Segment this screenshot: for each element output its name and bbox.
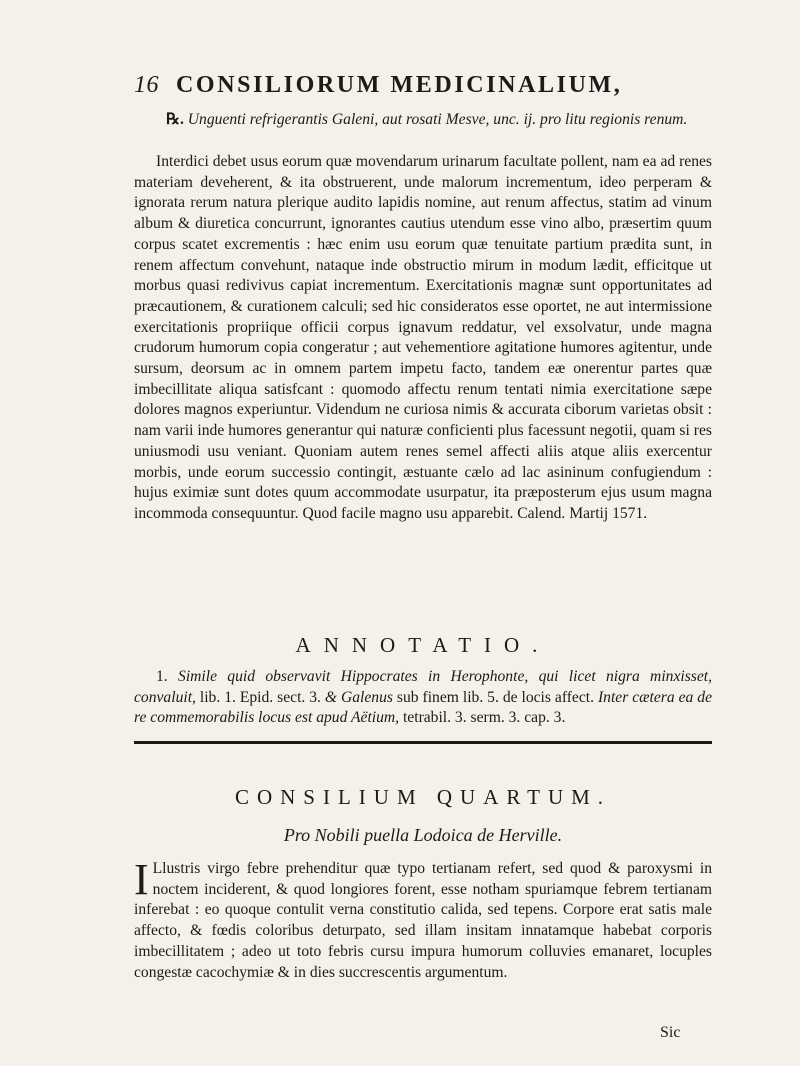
consilium-subtitle: Pro Nobili puella Lodoica de Herville. <box>283 825 563 845</box>
prescription-text: Unguenti refrigerantis Galeni, aut rosati Mesve, unc. ij. pro litu regionis renum. <box>187 111 688 128</box>
consilium-quartum-text: Llustris virgo febre prehenditur quæ typo tertianam refert, sed quod & paroxysmi in noctem inciderent, & quod longiores forent, esse notham spuriamque febrem tertianam inferebat : eo quoque contulit verna constitutio calida, sed tepens. Corpore erat satis male affecto, & fœdis coloribus deturpato, sed illam insitam innatamque habebat corporis imbecillitatem ; adeo ut toto febris cursu impura humorum colluvies emanaret, locuples congestæ cacochymiæ & in dies succrescentis argumentum. <box>134 860 712 981</box>
running-title: CONSILIORUM MEDICINALIUM, <box>176 72 623 98</box>
note-number: 1. <box>156 668 168 685</box>
note-text-italic-3: Inter cætera ea de re commemorabilis locus est apud Aëtium, <box>134 688 712 727</box>
note-text-2: sub finem lib. 5. de locis affect. <box>392 688 598 706</box>
drop-capital: I <box>134 855 149 904</box>
page-number: 16 <box>134 72 159 98</box>
recipe-symbol: ℞. <box>166 111 184 128</box>
catchword: Sic <box>660 1024 681 1041</box>
running-head <box>134 72 714 112</box>
note-text-italic-2: & Galenus <box>324 688 393 706</box>
consilium-title: CONSILIUM QUARTUM. <box>234 785 612 809</box>
note-text-italic-1: Simile quid observavit Hippocrates in Herophonte, qui licet nigra minxisset, convaluit, <box>134 668 712 706</box>
consilium-quartum-paragraph <box>134 855 712 983</box>
note-text-3: tetrabil. 3. serm. 3. cap. 3. <box>399 709 566 727</box>
consilium-body-paragraph: Interdici debet usus eorum quæ movendarum urinarum facultate pollent, nam ea ad renes materiam deveherent, & ita obstruerent, unde malorum incrementum, ideo perperam & ignorata rerum natura plerique audito lapidis nomine, aut renum affectus, statim ad vinum album & diuretica concurrunt, ignorantes cautius utendum esse vino albo, præsertim quum corpus scatet excrementis : hæc enim usu eorum quæ tenuitate partium prædita sunt, in renem affectum convehunt, nataque inde obstructio mirum in modum lædit, efficitque ut morbus quasi redivivus capiat incrementum. Exercitationis magnæ sunt opportunitates ad præcautionem, & curationem calculi; sed hic consideratos esse oportet, ne aut intermissione exercitationis propriique officii corpus ignavum reddatur, vel exsolvatur, unde magna crudorum humorum copia congeratur ; aut vehementiore agitatione humores agitentur, unde sursum, deorsum ac in omnem partem impetu facto, tandem eæ onerentur partes quæ imbecillitate aliqua satisfcant : quomodo affectu renum tentati nimia exercitatione sæpe dolores magnos experiuntur. Videndum ne curiosa nimis & accurata ciborum varietas obsit : nam varii inde humores generantur qui naturæ conficienti plus facessunt negotii, quam si res uniusmodi usu veniant. Quoniam autem renes semel affecti aliis atque aliis exercentur morbis, unde eorum successio contingit, æstuante cælo ad lac asininum confugiendum : hujus eximiæ sunt dotes quum accommodate usurpatur, ita præposterum ejus usum magna incommoda consequuntur. Quod facile magno usu apparebit. Calend. Martij 1571. <box>134 153 712 522</box>
annotatio-heading: ANNOTATIO. <box>295 633 551 657</box>
prescription-heading <box>134 110 712 131</box>
annotation-note <box>134 667 712 729</box>
note-text-1: lib. 1. Epid. sect. 3. <box>195 688 325 706</box>
section-divider <box>134 741 712 744</box>
